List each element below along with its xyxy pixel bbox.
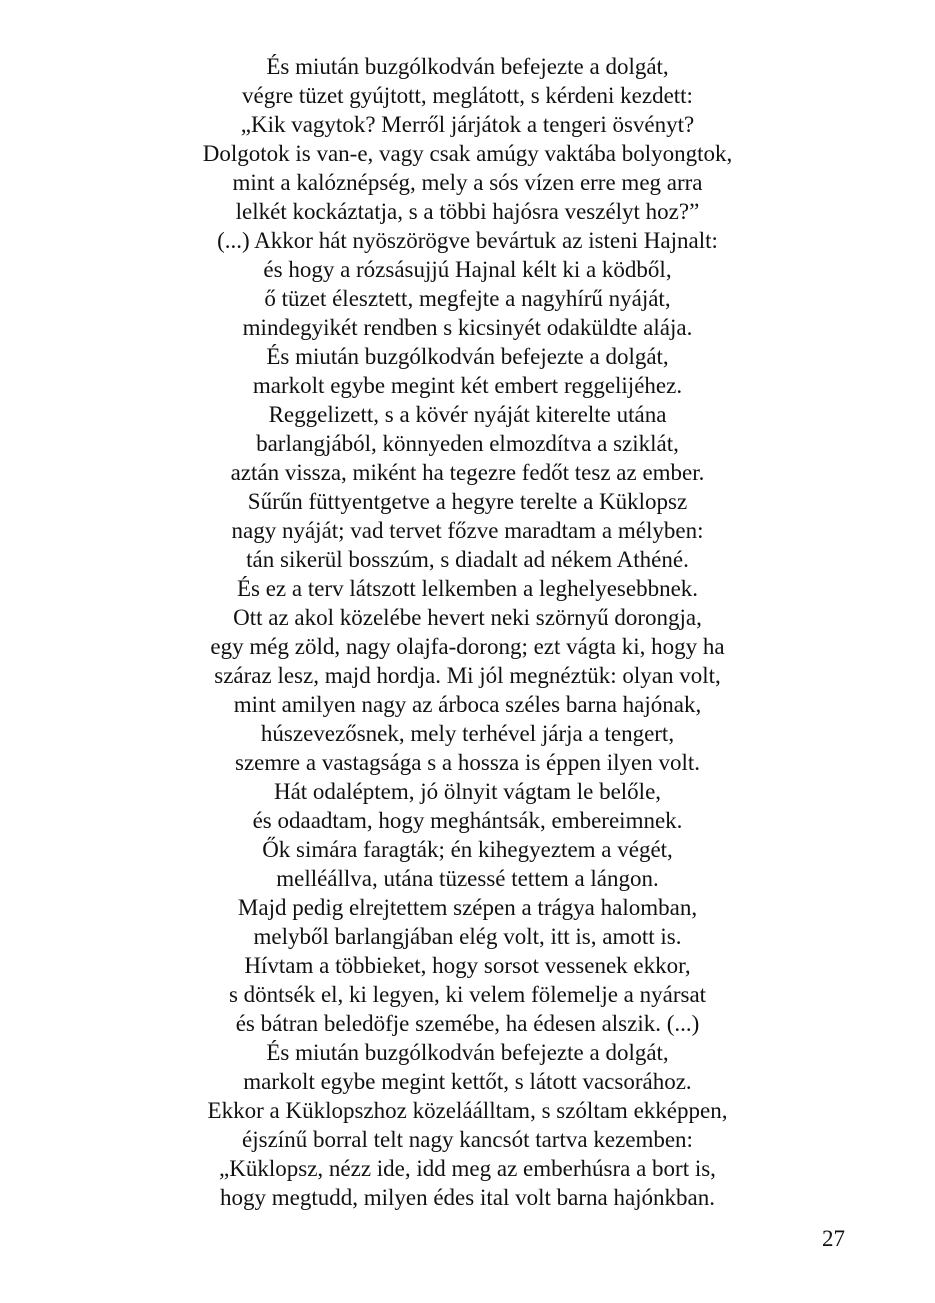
poem-line: száraz lesz, majd hordja. Mi jól megnéztük: olyan volt,	[214, 663, 721, 688]
poem-line: tán sikerül bosszúm, s diadalt ad nékem Athéné.	[246, 547, 689, 572]
poem-line: és hogy a rózsásujjú Hajnal kélt ki a ködből,	[263, 257, 672, 282]
poem-line: szemre a vastagsága s a hossza is éppen ilyen volt.	[235, 750, 700, 775]
poem-line: Majd pedig elrejtettem szépen a trágya halomban,	[237, 895, 698, 920]
poem-line: egy még zöld, nagy olajfa-dorong; ezt vágta ki, hogy ha	[210, 634, 725, 659]
poem-text	[0, 52, 935, 1212]
page-number: 27	[822, 1226, 845, 1251]
poem-line: és bátran beledöfje szemébe, ha édesen alszik. (...)	[235, 1011, 700, 1036]
poem-line: mint a kalóznépség, mely a sós vízen erre meg arra	[232, 170, 703, 195]
poem-line: markolt egybe megint két embert reggelijéhez.	[252, 373, 683, 398]
poem-line: Dolgotok is van-e, vagy csak amúgy vaktába bolyongtok,	[202, 141, 733, 166]
poem-line: Hát odaléptem, jó ölnyit vágtam le belőle,	[273, 779, 662, 804]
poem-line: És ez a terv látszott lelkemben a leghelyesebbnek.	[236, 576, 699, 601]
poem-line: Ők simára faragták; én kihegyeztem a végét,	[262, 837, 673, 862]
poem-line: „Küklopsz, nézz ide, idd meg az emberhúsra a bort is,	[219, 1156, 716, 1181]
poem-line: nagy nyáját; vad tervet főzve maradtam a mélyben:	[231, 518, 704, 543]
poem-line: markolt egybe megint kettőt, s látott vacsorához.	[243, 1069, 692, 1094]
poem-line: húszevezősnek, mely terhével járja a tengert,	[260, 721, 675, 746]
poem-line: lelkét kockáztatja, s a többi hajósra veszélyt hoz?”	[235, 199, 700, 224]
poem-line: végre tüzet gyújtott, meglátott, s kérdeni kezdett:	[242, 83, 693, 108]
poem-line: Sűrűn füttyentgetve a hegyre terelte a Küklopsz	[247, 489, 688, 514]
poem-line: Ekkor a Küklopszhoz közeláálltam, s szóltam ekképpen,	[207, 1098, 728, 1123]
poem-line: Reggelizett, s a kövér nyáját kiterelte utána	[268, 402, 667, 427]
poem-line: hogy megtudd, milyen édes ital volt barna hajónkban.	[219, 1185, 716, 1210]
poem-line: (...) Akkor hát nyöszörögve bevártuk az isteni Hajnalt:	[217, 228, 718, 253]
poem-line: ő tüzet élesztett, megfejte a nagyhírű nyáját,	[264, 286, 671, 311]
poem-line: Ott az akol közelébe hevert neki szörnyű dorongja,	[233, 605, 702, 630]
poem-line: melléállva, utána tüzessé tettem a lángon.	[276, 866, 659, 891]
poem-line: s döntsék el, ki legyen, ki velem fölemelje a nyársat	[228, 982, 707, 1007]
poem-line: És miután buzgólkodván befejezte a dolgát,	[266, 344, 669, 369]
poem-line: Hívtam a többieket, hogy sorsot vessenek ekkor,	[244, 953, 691, 978]
poem-line: és odaadtam, hogy meghántsák, embereimnek.	[252, 808, 683, 833]
poem-line: barlangjából, könnyeden elmozdítva a sziklát,	[256, 431, 679, 456]
poem-line: mint amilyen nagy az árboca széles barna hajónak,	[233, 692, 702, 717]
poem-line: „Kik vagytok? Merről járjátok a tengeri ösvényt?	[240, 112, 695, 137]
poem-line: éjszínű borral telt nagy kancsót tartva kezemben:	[242, 1127, 693, 1152]
poem-line: aztán vissza, miként ha tegezre fedőt tesz az ember.	[230, 460, 705, 485]
poem-line: És miután buzgólkodván befejezte a dolgát,	[266, 54, 669, 79]
poem-line: melyből barlangjában elég volt, itt is, amott is.	[253, 924, 682, 949]
poem-line: mindegyikét rendben s kicsinyét odaküldte alája.	[242, 315, 693, 340]
poem-line: És miután buzgólkodván befejezte a dolgát,	[266, 1040, 669, 1065]
